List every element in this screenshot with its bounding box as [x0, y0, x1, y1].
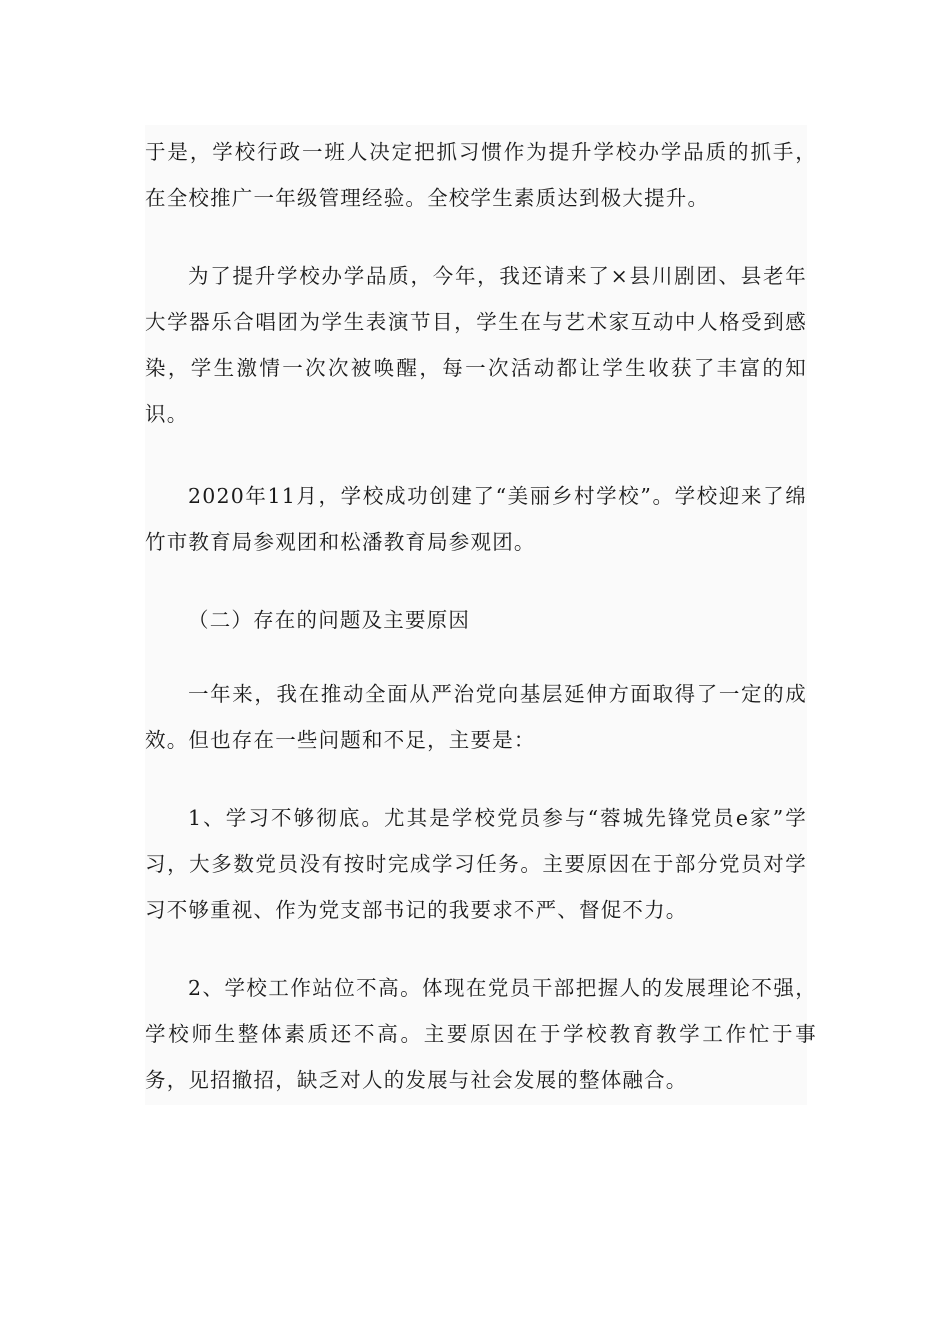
section-heading-problems: （二）存在的问题及主要原因 [188, 608, 471, 632]
paragraph-beautiful-rural-school: 2020年11月，学校成功创建了“美丽乡村学校”。学校迎来了绵竹市教育局参观团和松潘教育局参观团。 [145, 484, 807, 554]
paragraph-habit-management: 于是，学校行政一班人决定把抓习惯作为提升学校办学品质的抓手，在全校推广一年级管理经验。全校学生素质达到极大提升。 [145, 140, 817, 210]
paragraph-problem-2: 2、学校工作站位不高。体现在党员干部把握人的发展理论不强，学校师生整体素质还不高。主要原因在于学校教育教学工作忙于事务，见招撤招，缺乏对人的发展与社会发展的整体融合。 [145, 976, 817, 1092]
document-body [145, 125, 817, 1105]
paragraph-problem-1: 1、学习不够彻底。尤其是学校党员参与“蓉城先锋党员e家”学习，大多数党员没有按时完成学习任务。主要原因在于部分党员对学习不够重视、作为党支部书记的我要求不严、督促不力。 [145, 806, 807, 922]
paragraph-problems-intro: 一年来，我在推动全面从严治党向基层延伸方面取得了一定的成效。但也存在一些问题和不足，主要是： [145, 682, 807, 752]
paragraph-art-activities: 为了提升学校办学品质，今年，我还请来了×县川剧团、县老年大学器乐合唱团为学生表演节目，学生在与艺术家互动中人格受到感染，学生激情一次次被唤醒，每一次活动都让学生收获了丰富的知识。 [145, 264, 807, 426]
